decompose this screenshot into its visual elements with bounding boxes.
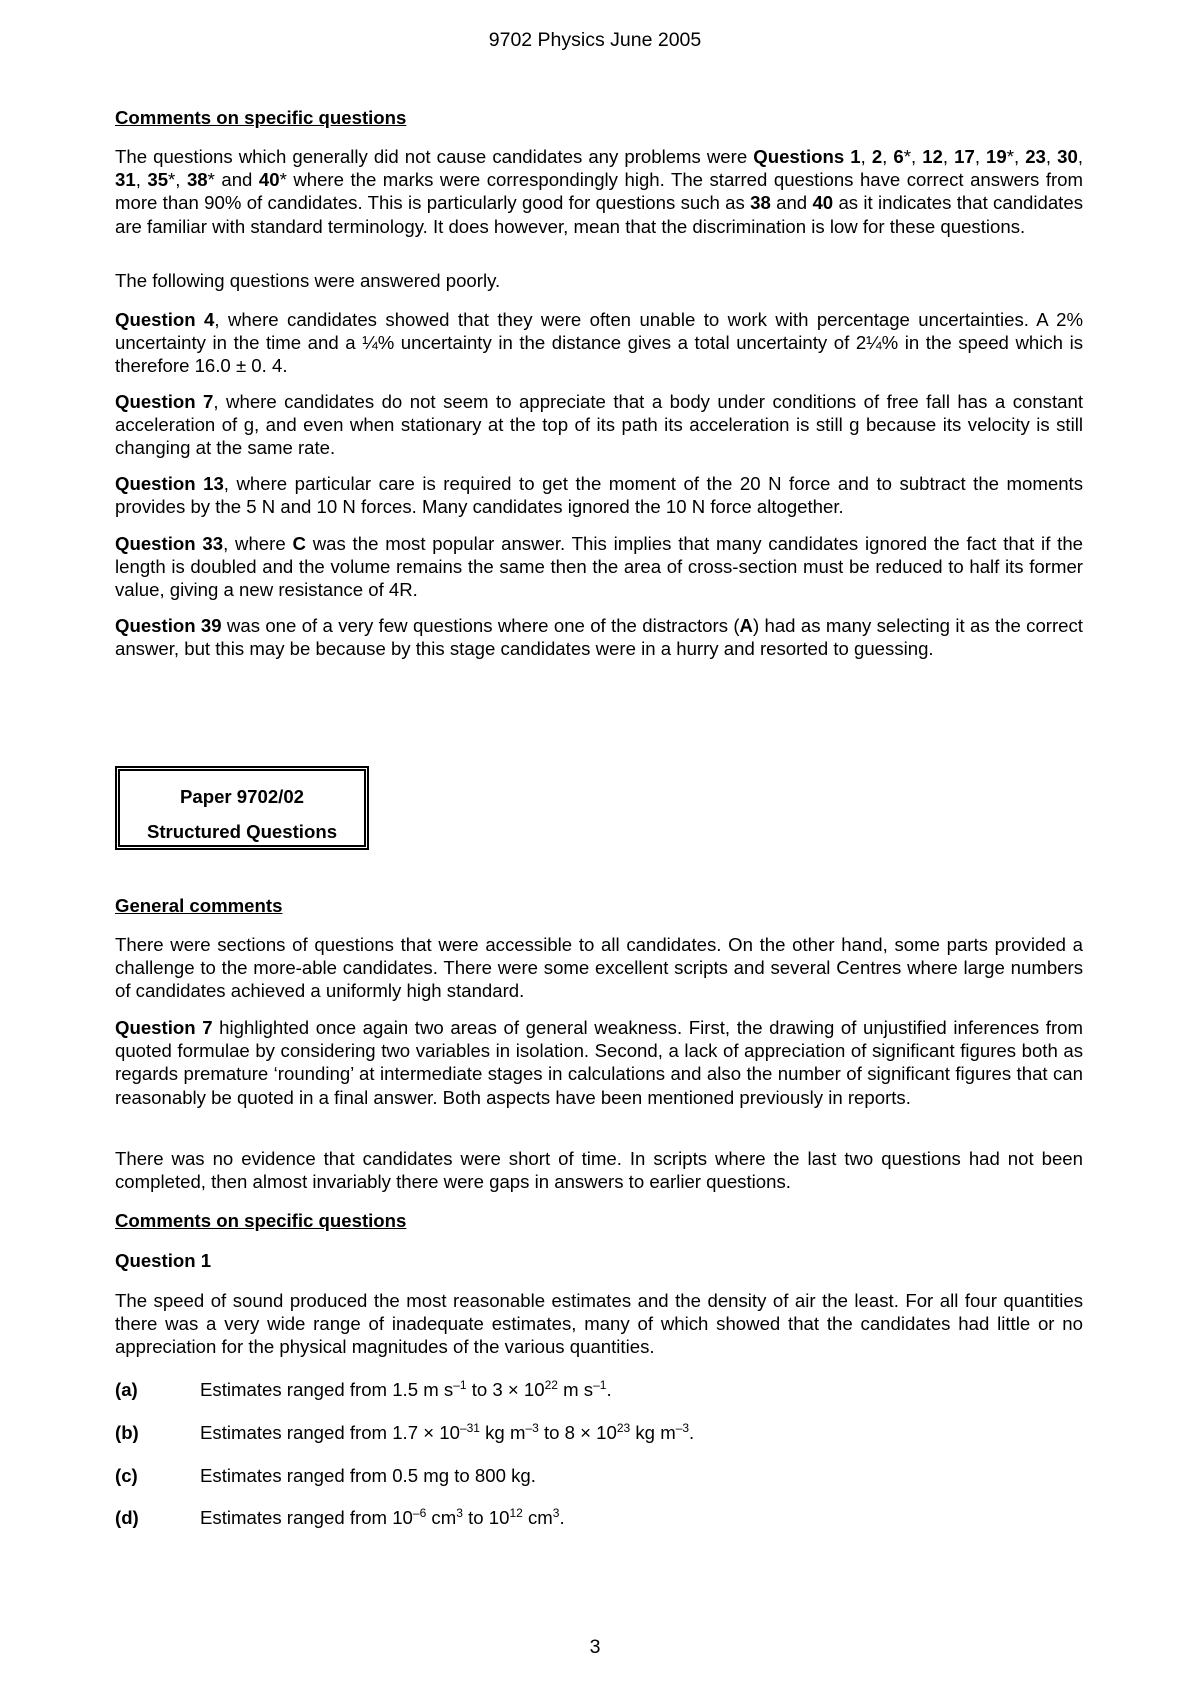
paragraph-question-4: Question 4, where candidates showed that they were often unable to work with percentage uncertainties. A 2% uncertainty in the time and a ¼% uncertainty in the distance gives a total uncertainty of 2¼% in the speed which is therefore 16.0 ± 0. 4. <box>115 309 1083 377</box>
paper-code: Paper 9702/02 <box>179 786 305 807</box>
section-heading-specific: Comments on specific questions <box>115 107 407 128</box>
section-heading-specific-2: Comments on specific questions <box>115 1210 407 1231</box>
paragraph-question-13: Question 13, where particular care is required to get the moment of the 20 N force and to subtract the moments provides by the 5 N and 10 N forces. Many candidates ignored the 10 N force altogether. <box>115 473 1083 518</box>
page-number: 3 <box>589 1636 601 1658</box>
question-1-heading: Question 1 <box>115 1250 212 1271</box>
paper-title-box <box>115 766 369 850</box>
section-heading-general: General comments <box>115 895 283 916</box>
paragraph-question-1: The speed of sound produced the most reasonable estimates and the density of air the least. For all four quantities there was a very wide range of inadequate estimates, many of which showed that the candidates had little or no appreciation for the physical magnitudes of the various quantities. <box>115 1290 1083 1358</box>
paper-subtitle: Structured Questions <box>146 821 338 842</box>
paragraph-general-1: There were sections of questions that were accessible to all candidates. On the other hand, some parts provided a challenge to the more-able candidates. There were some excellent scripts and several Centres where large numbers of candidates achieved a uniformly high standard. <box>115 934 1083 1002</box>
paragraph-general-2: Question 7 highlighted once again two areas of general weakness. First, the drawing of unjustified inferences from quoted formulae by considering two variables in isolation. Second, a lack of appreciation of significant figures both as regards premature ‘rounding’ at intermediate stages in calculations and also the number of significant figures that can reasonably be quoted in a final answer. Both aspects have been mentioned previously in reports. <box>115 1017 1083 1108</box>
paragraph-question-7: Question 7, where candidates do not seem to appreciate that a body under conditions of free fall has a constant acceleration of g, and even when stationary at the top of its path its acceleration is still g because its velocity is still changing at the same rate. <box>115 391 1083 459</box>
paragraph-general-3: There was no evidence that candidates were short of time. In scripts where the last two questions had not been completed, then almost invariably there were gaps in answers to earlier questions. <box>115 1148 1083 1193</box>
paragraph-question-33: Question 33, where C was the most popular answer. This implies that many candidates ignored the fact that if the length is doubled and the volume remains the same then the area of cross-section must be reduced to half its former value, giving a new resistance of 4R. <box>115 533 1083 601</box>
paragraph-poor-intro: The following questions were answered poorly. <box>115 270 501 291</box>
paragraph-easy-questions: The questions which generally did not cause candidates any problems were Questions 1, 2, 6*, 12, 17, 19*, 23, 30, 31, 35*, 38* and 40* where the marks were correspondingly high. The starred questions have correct answers from more than 90% of candidates. This is particularly good for questions such as 38 and 40 as it indicates that candidates are familiar with standard terminology. It does however, mean that the discrimination is low for these questions. <box>115 146 1084 237</box>
paragraph-question-39: Question 39 was one of a very few questions where one of the distractors (A) had as many selecting it as the correct answer, but this may be because by this stage candidates were in a hurry and resorted to guessing. <box>115 615 1083 660</box>
page-header: 9702 Physics June 2005 <box>488 29 702 51</box>
